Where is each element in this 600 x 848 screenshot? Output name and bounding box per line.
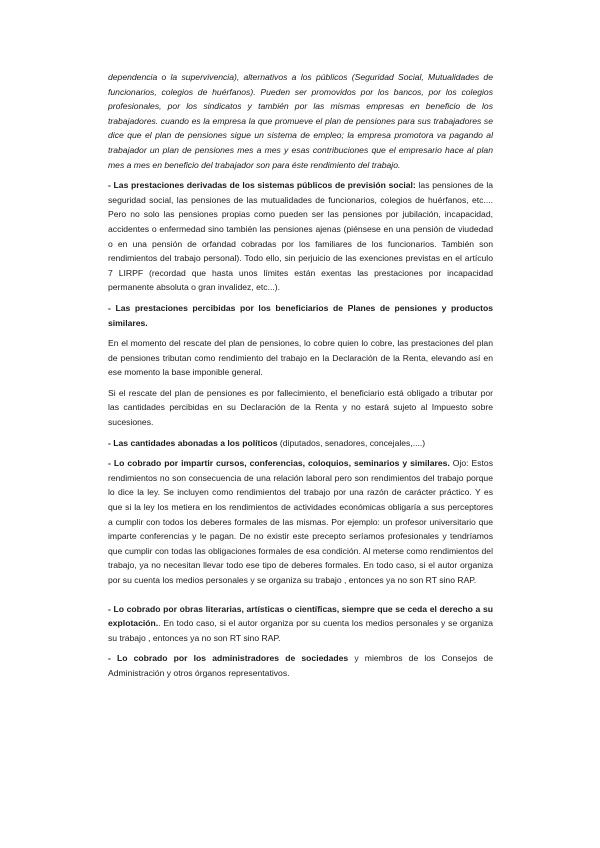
text-obras-literarias: . En todo caso, si el autor organiza por su cuenta los medios personales y se organiza su trabajo , entonces ya no son RT sino RAP. xyxy=(108,618,493,643)
paragraph-cursos-conferencias xyxy=(108,456,493,587)
text-cursos-conferencias: Ojo: Estos rendimientos no son consecuencia de una relación laboral pero son rendimientos del trabajo porque lo dice la ley. Se incluyen como rendimientos del trabajo por una razón de carácter práctico. Y es que si la ley los metiera en los rendimientos de actividades económicas obligaría a sus perceptores a cumplir con todos los deberes formales de las mismas. Por ejemplo: un profesor universitario que imparte conferencias y le pagan. De no existir este precepto seríamos profesionales y tendríamos que cumplir con todas las obligaciones formales de esa condición. Al meterse como rendimientos del trabajo, ya no necesitan llevar todo ese tipo de deberes formales. En todo caso, si el autor organiza por su cuenta los medios personales y se organiza su trabajo , entonces ya no son RT sino RAP. xyxy=(108,458,494,585)
document-body xyxy=(108,70,493,687)
paragraph-rescate-fallecimiento: Si el rescate del plan de pensiones es por fallecimiento, el beneficiario está obligado a tributar por las cantidades percibidas en su Declaración de la Renta y no estará sujeto al Impuesto sobre sucesiones. xyxy=(108,387,493,428)
heading-prestaciones-planes-pensiones: - Las prestaciones percibidas por los beneficiarios de Planes de pensiones y productos similares. xyxy=(108,302,493,328)
paragraph-obras-literarias xyxy=(108,602,493,646)
heading-cursos-conferencias: - Lo cobrado por impartir cursos, conferencias, coloquios, seminarios y similares. xyxy=(108,458,450,469)
paragraph-administradores xyxy=(108,651,493,680)
heading-administradores: - Lo cobrado por los administradores de sociedades xyxy=(108,653,349,664)
paragraph-prestaciones-planes-pensiones xyxy=(108,301,493,330)
paragraph-prestaciones-sistemas-publicos xyxy=(108,178,493,295)
text-prestaciones-sistemas-publicos: las pensiones de la seguridad social, las pensiones de las mutualidades de funcionarios, colegios de huérfanos, etc.... Pero no solo las pensiones propias como pueden ser las pensiones por jubilación, incapacidad, accidentes o enfermedad sino también las pensiones ajenas (piénsese en una pensión de viudedad o en una pensión de orfandad cobradas por los familiares de los funcionarios. También son rendimientos del trabajo personal). Todo ello, sin perjuicio de las exenciones previstas en el artículo 7 LIRPF (recordad que hasta unos límites están exentas las prestaciones por incapacidad permanente absoluta o gran invalidez, etc...). xyxy=(108,180,494,293)
paragraph-politicos xyxy=(108,436,493,451)
paragraph-planes-pensiones: dependencia o la supervivencia), alternativos a los públicos (Seguridad Social, Mutualidades de funcionarios, colegios de huérfanos). Pueden ser promovidos por los bancos, por los colegios profesionales, por los sindicatos y también por las mismas empresas en beneficio de los trabajadores. cuando es la empresa la que promueve el plan de pensiones para sus trabajadores se dice que el plan de pensiones sigue un sistema de empleo; la empresa promotora va pagando al trabajador un plan de pensiones mes a mes y esas contribuciones que el empresario hace al plan mes a mes en beneficio del trabajador son para éste rendimiento del trabajo. xyxy=(108,72,493,170)
paragraph-rescate-plan: En el momento del rescate del plan de pensiones, lo cobre quien lo cobre, las prestaciones del plan de pensiones tributan como rendimiento del trabajo en la Declaración de la Renta, elevando así en ese momento la base imponible general. xyxy=(108,338,493,378)
heading-politicos: - Las cantidades abonadas a los políticos xyxy=(108,437,278,448)
text-politicos: (diputados, senadores, concejales,....) xyxy=(277,437,426,448)
text-administradores: y miembros de los Consejos de Administración y otros órganos representativos. xyxy=(108,653,494,678)
heading-prestaciones-sistemas-publicos: - Las prestaciones derivadas de los sistemas públicos de previsión social: xyxy=(108,180,416,191)
heading-obras-literarias: - Lo cobrado por obras literarias, artísticas o científicas, siempre que se ceda el derecho a su explotación. xyxy=(108,603,493,629)
